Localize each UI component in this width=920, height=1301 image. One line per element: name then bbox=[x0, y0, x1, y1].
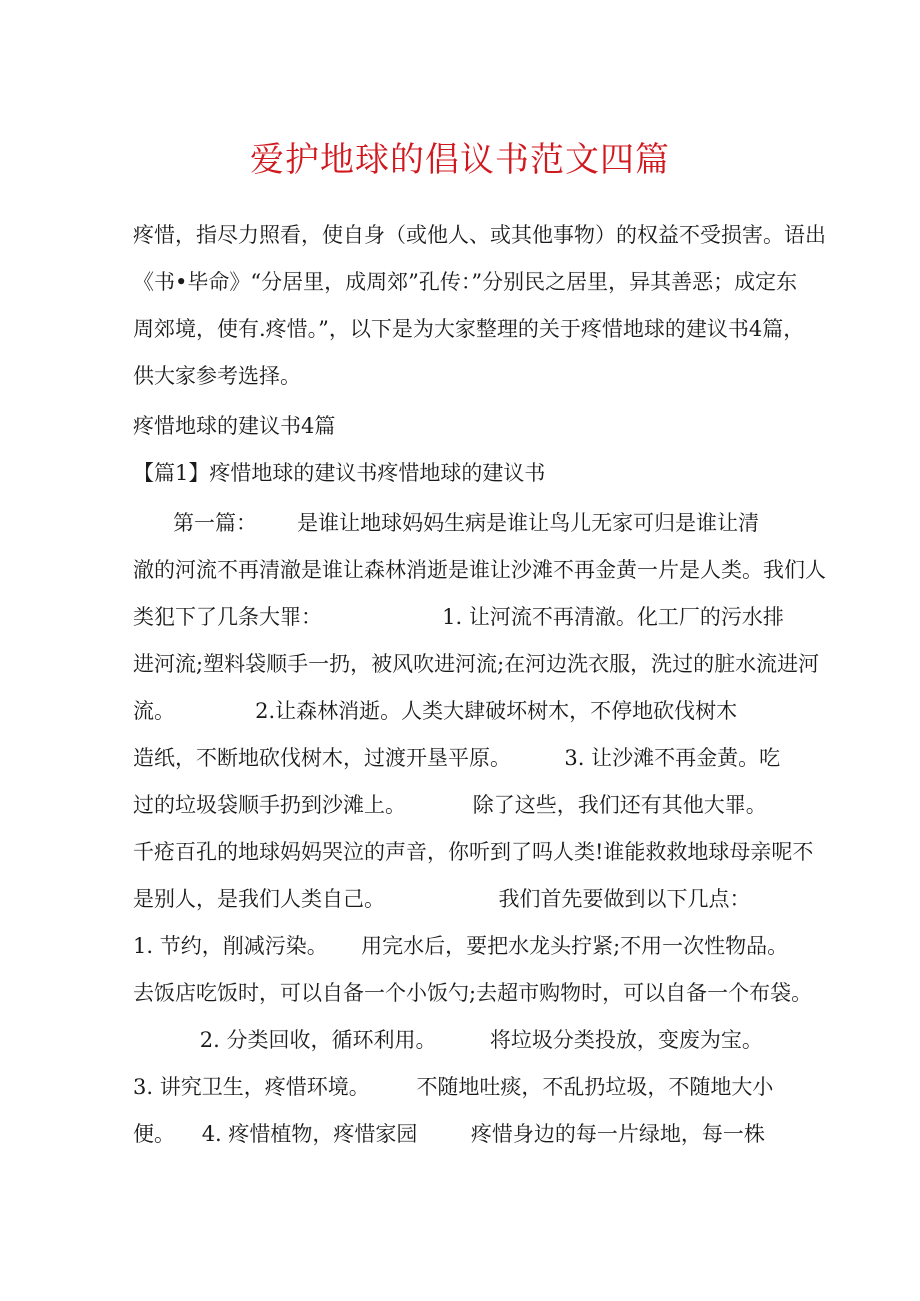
intro-line-4: 供大家参考选择。 bbox=[133, 364, 301, 388]
body-line-11: 去饭店吃饭时，可以自备一个小饭勺;去超市购物时，可以自备一个布袋。 bbox=[133, 981, 813, 1005]
body-line-3: 类犯下了几条大罪： 1. 让河流不再清澈。化工厂的污水排 bbox=[133, 605, 784, 629]
body-line-2: 澈的河流不再清澈是谁让森林消逝是谁让沙滩不再金黄一片是人类。我们人 bbox=[133, 558, 826, 582]
subheading: 疼惜地球的建议书4篇 bbox=[133, 414, 336, 438]
body-line-13: 3. 讲究卫生，疼惜环境。 不随地吐痰，不乱扔垃圾，不随地大小 bbox=[133, 1075, 774, 1099]
body-line-4: 进河流;塑料袋顺手一扔，被风吹进河流;在河边洗衣服，洗过的脏水流进河 bbox=[133, 652, 820, 676]
document-title: 爱护地球的倡议书范文四篇 bbox=[250, 140, 670, 180]
body-line-9: 是别人，是我们人类自己。 我们首先要做到以下几点： bbox=[133, 887, 751, 911]
body-line-7: 过的垃圾袋顺手扔到沙滩上。 除了这些，我们还有其他大罪。 bbox=[133, 793, 767, 817]
body-line-6: 造纸，不断地砍伐树木，过渡开垦平原。 3. 让沙滩不再金黄。吃 bbox=[133, 746, 781, 770]
section-heading: 【篇1】疼惜地球的建议书疼惜地球的建议书 bbox=[133, 461, 546, 485]
intro-line-2: 《书•毕命》“分居里，成周郊”孔传：”分别民之居里，异其善恶；成定东 bbox=[133, 270, 798, 294]
body-line-8: 千疮百孔的地球妈妈哭泣的声音，你听到了吗人类!谁能救救地球母亲呢不 bbox=[133, 840, 814, 864]
intro-line-1: 疼惜，指尽力照看，使自身（或他人、或其他事物）的权益不受损害。语出 bbox=[133, 223, 826, 247]
body-line-14: 便。 4. 疼惜植物，疼惜家园 疼惜身边的每一片绿地，每一株 bbox=[133, 1122, 765, 1146]
body-line-12: 2. 分类回收，循环利用。 将垃圾分类投放，变废为宝。 bbox=[133, 1028, 763, 1052]
body-line-5: 流。 2.让森林消逝。人类大肆破坏树木，不停地砍伐树木 bbox=[133, 699, 738, 723]
body-line-1: 第一篇： 是谁让地球妈妈生病是谁让鸟儿无家可归是谁让清 bbox=[133, 511, 760, 535]
body-line-10: 1. 节约，削减污染。 用完水后，要把水龙头拧紧;不用一次性物品。 bbox=[133, 934, 789, 958]
intro-line-3: 周郊境，使有.疼惜。”，以下是为大家整理的关于疼惜地球的建议书4篇， bbox=[133, 317, 805, 341]
